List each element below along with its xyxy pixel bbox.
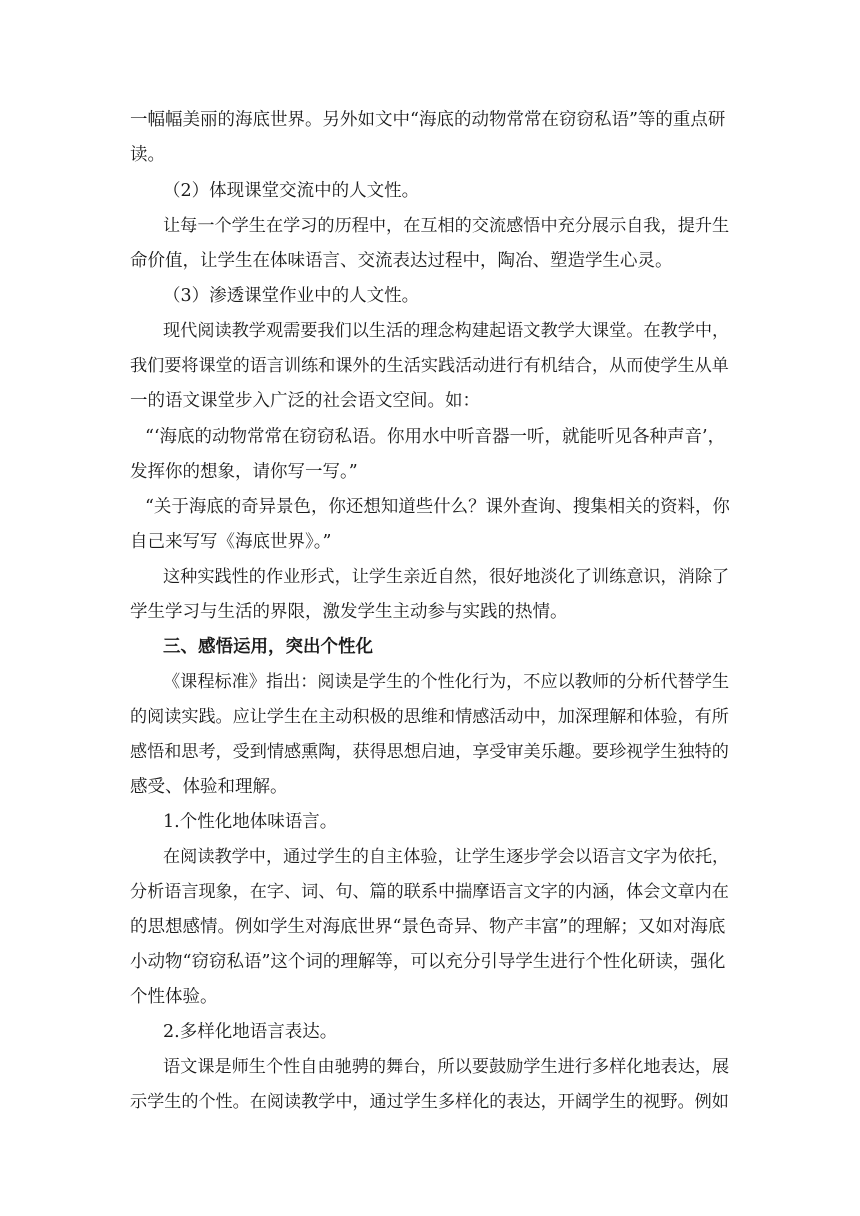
paragraph-line: 的阅读实践。应让学生在主动积极的思维和情感活动中，加深理解和体验，有所: [130, 707, 729, 727]
chapter-heading: 三、感悟运用，突出个性化: [163, 637, 373, 657]
paragraph-line: 这种实践性的作业形式，让学生亲近自然，很好地淡化了训练意识，消除了: [163, 567, 730, 587]
section-heading: 1.个性化地体味语言。: [163, 812, 338, 832]
paragraph-line: 个性体验。: [130, 987, 218, 1007]
paragraph-line: 让每一个学生在学习的历程中，在互相的交流感悟中充分展示自我，提升生: [163, 216, 730, 236]
paragraph-line: 一的语文课堂步入广泛的社会语文空间。如：: [130, 391, 480, 411]
paragraph-line: 学生学习与生活的界限，激发学生主动参与实践的热情。: [130, 602, 568, 622]
quote-line: “关于海底的奇异景色，你还想知道些什么？课外查询、搜集相关的资料，你: [145, 497, 730, 517]
quote-line: “‘海底的动物常常在窃窃私语。你用水中听音器一听，就能听见各种声音’，: [145, 427, 726, 447]
paragraph-line: 小动物“窃窃私语”这个词的理解等，可以充分引导学生进行个性化研读，强化: [130, 952, 726, 972]
section-heading: （2）体现课堂交流中的人文性。: [163, 181, 420, 201]
paragraph-line: 示学生的个性。在阅读教学中，通过学生多样化的表达，开阔学生的视野。例如: [130, 1092, 729, 1112]
section-heading: 2.多样化地语言表达。: [163, 1022, 338, 1042]
paragraph-line: 命价值，让学生在体味语言、交流表达过程中，陶冶、塑造学生心灵。: [130, 251, 673, 271]
paragraph-line: 语文课是师生个性自由驰骋的舞台，所以要鼓励学生进行多样化地表达，展: [163, 1057, 730, 1077]
paragraph-line: 分析语言现象，在字、词、句、篇的联系中揣摩语言文字的内涵，体会文章内在: [130, 882, 729, 902]
paragraph-line: 一幅幅美丽的海底世界。另外如文中“海底的动物常常在窃窃私语”等的重点研: [130, 110, 726, 130]
paragraph-line: 《课程标准》指出：阅读是学生的个性化行为，不应以教师的分析代替学生: [163, 672, 730, 692]
quote-line: 发挥你的想象，请你写一写。”: [130, 462, 358, 482]
paragraph-line: 在阅读教学中，通过学生的自主体验，让学生逐步学会以语言文字为依托，: [163, 847, 730, 867]
paragraph-line: 感悟和思考，受到情感熏陶，获得思想启迪，享受审美乐趣。要珍视学生独特的: [130, 742, 729, 762]
paragraph-line: 的思想感情。例如学生对海底世界“景色奇异、物产丰富”的理解；又如对海底: [130, 917, 726, 937]
paragraph-line: 读。: [130, 145, 165, 165]
paragraph-line: 感受、体验和理解。: [130, 777, 288, 797]
paragraph-line: 现代阅读教学观需要我们以生活的理念构建起语文教学大课堂。在教学中，: [163, 321, 730, 341]
paragraph-line: 我们要将课堂的语言训练和课外的生活实践活动进行有机结合，从而使学生从单: [130, 356, 729, 376]
section-heading: （3）渗透课堂作业中的人文性。: [163, 286, 420, 306]
quote-line: 自己来写写《海底世界》。”: [130, 532, 332, 552]
